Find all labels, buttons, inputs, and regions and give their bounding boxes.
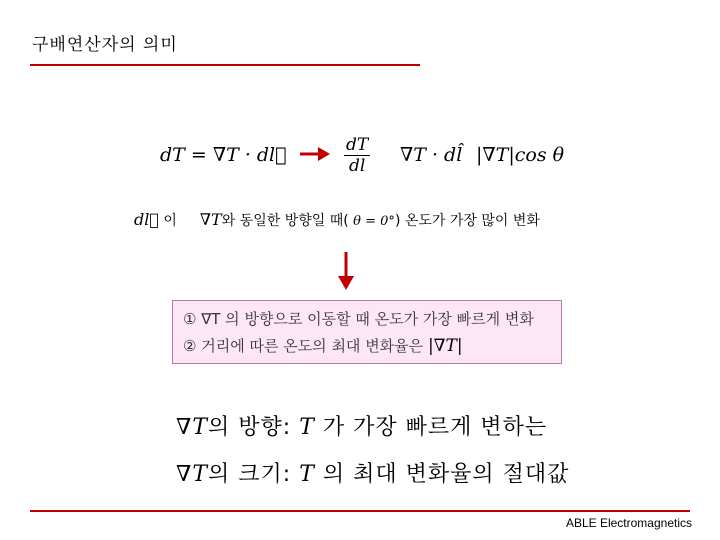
gradient-dot-unit [400, 144, 462, 166]
summary-magnitude-label: 의 크기: [208, 462, 292, 487]
summary-magnitude-gradient: ∇T [176, 462, 209, 487]
gradient-equation: dT = ∇T · dl⃗ [160, 144, 287, 166]
footer-brand: ABLE Electromagnetics [565, 516, 692, 530]
gradient-dot-d: ∇T · d [400, 144, 457, 166]
slide-title: 구배연산자의 의미 [32, 35, 178, 55]
unit-vector-l: l̂ [456, 144, 463, 166]
condition-text-1: 이 [163, 213, 177, 229]
summary-direction-gradient: ∇T [176, 415, 209, 440]
condition-text-3: ) 온도가 가장 많이 변화 [394, 213, 540, 229]
summary-direction-text: 가 가장 빠르게 변하는 [314, 415, 548, 440]
fraction-numerator: dT [346, 135, 369, 155]
summary-magnitude-T: T [299, 462, 315, 487]
condition-text-2: 와 동일한 방향일 때( [221, 213, 349, 229]
magnitude-cos-equation: |∇T|cos θ [476, 144, 565, 166]
footer-rule [30, 510, 690, 512]
right-arrow-icon [300, 146, 330, 162]
meaning-item-2 [183, 335, 463, 356]
down-arrow-icon [337, 252, 355, 292]
summary-direction-label: 의 방향: [208, 415, 292, 440]
condition-sentence [134, 210, 540, 230]
gradient-symbol: ∇T [199, 210, 222, 229]
gradient-magnitude: |∇T| [427, 336, 463, 356]
derivative-fraction [344, 135, 370, 176]
fraction-denominator: dl [348, 156, 366, 176]
summary-magnitude [176, 457, 569, 488]
summary-direction-T: T [299, 415, 315, 440]
dl-vector: dl⃗ [134, 210, 159, 229]
theta-zero: θ = 0° [353, 214, 395, 229]
meaning-box [172, 300, 562, 364]
meaning-item-2-text: ② 거리에 따른 온도의 최대 변화율은 [183, 337, 424, 355]
summary-magnitude-text: 의 최대 변화율의 절대값 [314, 462, 570, 487]
title-underline [30, 64, 420, 66]
summary-direction [176, 410, 547, 441]
meaning-item-1: ① ∇T 의 방향으로 이동할 때 온도가 가장 빠르게 변화 [183, 310, 534, 328]
